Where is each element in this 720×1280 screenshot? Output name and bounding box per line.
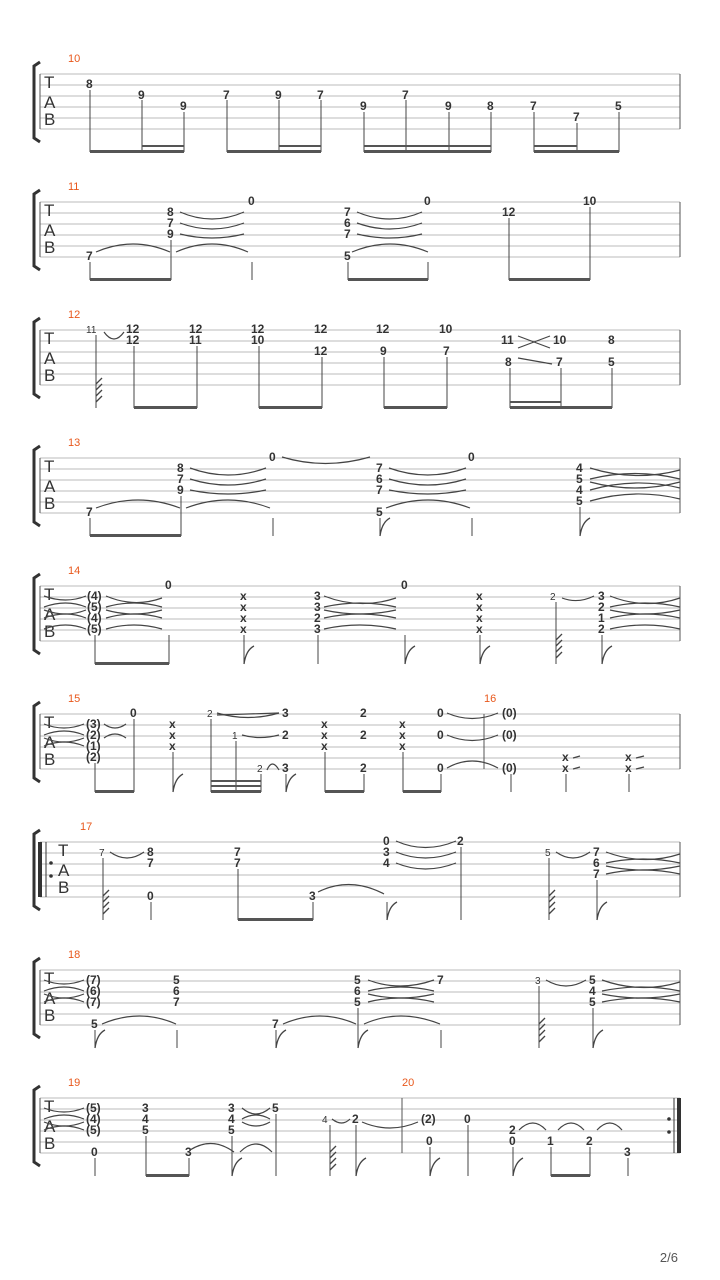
beams	[134, 401, 612, 409]
fret-note: (3)	[86, 717, 101, 731]
fret-note: 8	[167, 205, 174, 219]
fret-note: 0	[437, 706, 444, 720]
fret-note: 2	[457, 834, 464, 848]
fret-note: x	[169, 739, 176, 753]
fret-note: (6)	[86, 984, 101, 998]
fret-note: 5	[615, 99, 622, 113]
tab-label-t: T	[44, 329, 55, 348]
fret-note: 5	[173, 973, 180, 987]
fret-note: 0	[147, 889, 154, 903]
tab-label-t: T	[58, 841, 69, 860]
tab-label-t: T	[44, 969, 55, 988]
fret-note: 7	[86, 249, 93, 263]
fret-note: 7	[556, 355, 563, 369]
grace-flags	[96, 378, 102, 402]
fret-note: 7	[376, 483, 383, 497]
fret-note: (1)	[86, 739, 101, 753]
stems	[96, 335, 612, 408]
fret-note: 2	[360, 728, 367, 742]
fret-note: (4)	[87, 611, 102, 625]
fret-note: 2	[598, 622, 605, 636]
fret-note: 5	[228, 1123, 235, 1137]
fret-note: 9	[380, 344, 387, 358]
fret-note: x	[476, 622, 483, 636]
fret-note: x	[562, 761, 569, 775]
fret-note: 5	[589, 995, 596, 1009]
fret-note: 7	[86, 505, 93, 519]
fret-note: 5	[354, 995, 361, 1009]
fret-note: 7	[376, 461, 383, 475]
flags	[173, 774, 296, 792]
fret-note: 12	[314, 344, 328, 358]
fret-note: 7	[177, 472, 184, 486]
fret-note: (7)	[86, 995, 101, 1009]
fret-note: 10	[251, 333, 265, 347]
fret-note: (5)	[87, 600, 102, 614]
fret-numbers	[86, 1101, 631, 1159]
fret-note: 0	[424, 194, 431, 208]
fret-note: 12	[126, 322, 140, 336]
fret-note: (5)	[87, 622, 102, 636]
flags	[244, 634, 612, 664]
fret-note: 10	[553, 333, 567, 347]
tab-label-a: A	[44, 605, 56, 624]
fret-note: 7	[593, 867, 600, 881]
fret-note: 0	[165, 578, 172, 592]
fret-numbers	[87, 578, 605, 636]
fret-note: 6	[173, 984, 180, 998]
fret-numbers	[99, 834, 600, 903]
beams	[238, 918, 313, 921]
fret-note: 7	[437, 973, 444, 987]
fret-note: 9	[167, 227, 174, 241]
fret-note: 3	[309, 889, 316, 903]
fret-note: 7	[443, 344, 450, 358]
tab-label-b: B	[44, 622, 56, 641]
tab-label-t: T	[44, 73, 55, 92]
fret-note: x	[399, 717, 406, 731]
fret-note: x	[476, 589, 483, 603]
fret-note: 5	[376, 505, 383, 519]
grace-note: 2	[257, 764, 263, 775]
fret-note: 5	[576, 494, 583, 508]
fret-note: 0	[437, 761, 444, 775]
tab-label-a: A	[44, 93, 56, 112]
tab-label-t: T	[44, 713, 55, 732]
fret-note: x	[399, 739, 406, 753]
fret-note: 3	[383, 845, 390, 859]
fret-numbers	[86, 77, 622, 124]
fret-note: 2	[282, 728, 289, 742]
fret-note: x	[321, 728, 328, 742]
system-5	[34, 565, 680, 665]
fret-note: x	[240, 622, 247, 636]
fret-note: x	[169, 728, 176, 742]
fret-note: 8	[608, 333, 615, 347]
fret-note: 2	[360, 706, 367, 720]
ties	[106, 596, 680, 629]
slurs	[104, 332, 552, 364]
tab-label-a: A	[44, 989, 56, 1008]
tab-label-a: A	[44, 1117, 56, 1136]
fret-note: 3	[282, 761, 289, 775]
repeat-start	[38, 842, 53, 897]
tab-label-t: T	[44, 457, 55, 476]
fret-note: 9	[177, 483, 184, 497]
fret-note: 7	[344, 205, 351, 219]
fret-note: 7	[272, 1017, 279, 1031]
measure-number: 17	[80, 821, 93, 833]
fret-note: 5	[589, 973, 596, 987]
fret-note: 4	[228, 1112, 235, 1126]
fret-note: 7	[234, 845, 241, 859]
fret-note: 9	[138, 88, 145, 102]
fret-note: 7	[402, 88, 409, 102]
system-1	[34, 53, 680, 153]
beams	[95, 662, 169, 665]
fret-note: 2	[598, 600, 605, 614]
fret-note: (7)	[86, 973, 101, 987]
fret-note: x	[476, 600, 483, 614]
tab-label-a: A	[44, 349, 56, 368]
fret-note: 4	[383, 856, 390, 870]
fret-note: x	[562, 750, 569, 764]
fret-note: 4	[576, 483, 583, 497]
fret-note: 2	[360, 761, 367, 775]
fret-note: 8	[505, 355, 512, 369]
page-number: 2/6	[659, 1250, 678, 1265]
fret-note: 2	[586, 1134, 593, 1148]
fret-note: (5)	[86, 1101, 101, 1115]
fret-note: 3	[598, 589, 605, 603]
tab-label-t: T	[44, 585, 55, 604]
flags	[380, 518, 590, 536]
fret-note: 0	[437, 728, 444, 742]
fret-note: 0	[401, 578, 408, 592]
system-8	[34, 949, 680, 1048]
tab-label-b: B	[44, 366, 56, 385]
fret-note: 4	[589, 984, 596, 998]
fret-note: x	[625, 761, 632, 775]
beams	[90, 278, 590, 281]
ties	[190, 1108, 622, 1152]
fret-note: 12	[251, 322, 265, 336]
fret-note: 9	[180, 99, 187, 113]
fret-note: 11	[501, 333, 514, 347]
measure-number: 16	[484, 693, 497, 705]
fret-note: 0	[130, 706, 137, 720]
fret-note: 3	[314, 622, 321, 636]
fret-note: (4)	[87, 589, 102, 603]
grace-note: 5	[545, 848, 551, 859]
fret-note: 0	[464, 1112, 471, 1126]
fret-note: 7	[234, 856, 241, 870]
fret-note: 3	[282, 706, 289, 720]
grace-note: 1	[232, 731, 238, 742]
fret-note: 5	[576, 472, 583, 486]
grace-note: 7	[99, 848, 105, 859]
fret-note: 8	[487, 99, 494, 113]
tab-label-a: A	[44, 221, 56, 240]
fret-note: 9	[445, 99, 452, 113]
measure-number: 10	[68, 53, 81, 65]
stems	[95, 602, 602, 664]
fret-note: 0	[468, 450, 475, 464]
beams	[146, 1174, 590, 1177]
fret-note: 0	[509, 1134, 516, 1148]
fret-note: x	[476, 611, 483, 625]
flags	[103, 890, 607, 920]
fret-note: 10	[583, 194, 597, 208]
measure-number: 15	[68, 693, 81, 705]
fret-note: 7	[593, 845, 600, 859]
fret-note: 6	[376, 472, 383, 486]
tab-label-b: B	[58, 878, 70, 897]
fret-note: 5	[91, 1017, 98, 1031]
system-7	[34, 821, 680, 921]
fret-note: 12	[314, 322, 328, 336]
fret-note: 7	[344, 227, 351, 241]
fret-note: 12	[189, 322, 203, 336]
fret-note: 7	[530, 99, 537, 113]
fret-note: 5	[344, 249, 351, 263]
measure-number: 13	[68, 437, 81, 449]
measure-number: 18	[68, 949, 81, 961]
fret-note: x	[240, 600, 247, 614]
fret-note: (0)	[502, 761, 517, 775]
fret-numbers	[86, 706, 632, 775]
fret-note: 1	[547, 1134, 554, 1148]
fret-note: 0	[383, 834, 390, 848]
fret-note: 0	[269, 450, 276, 464]
fret-note: 12	[126, 333, 140, 347]
fret-note: 12	[502, 205, 516, 219]
tab-label-a: A	[44, 477, 56, 496]
stems	[90, 90, 619, 152]
system-9	[34, 1077, 681, 1177]
fret-numbers	[86, 322, 615, 369]
fret-note: 6	[344, 216, 351, 230]
fret-note: 3	[185, 1145, 192, 1159]
fret-note: x	[240, 611, 247, 625]
fret-note: 3	[314, 600, 321, 614]
fret-note: (4)	[86, 1112, 101, 1126]
tab-label-b: B	[44, 494, 56, 513]
fret-note: x	[399, 728, 406, 742]
fret-note: (2)	[86, 728, 101, 742]
beams	[90, 145, 619, 153]
fret-note: 2	[509, 1123, 516, 1137]
fret-note: 5	[608, 355, 615, 369]
fret-note: x	[321, 717, 328, 731]
stems	[103, 847, 597, 920]
measure-number: 14	[68, 565, 81, 577]
fret-numbers	[86, 973, 596, 1031]
fret-note: x	[321, 739, 328, 753]
grace-note: 11	[86, 325, 97, 336]
fret-note: x	[240, 589, 247, 603]
fret-note: 3	[624, 1145, 631, 1159]
stems	[95, 986, 593, 1048]
fret-note: (5)	[86, 1123, 101, 1137]
tab-label-b: B	[44, 238, 56, 257]
fret-note: 7	[167, 216, 174, 230]
measure-number: 19	[68, 1077, 81, 1089]
fret-note: x	[169, 717, 176, 731]
fret-note: 8	[177, 461, 184, 475]
fret-note: 7	[147, 856, 154, 870]
fret-note: (2)	[421, 1112, 436, 1126]
grace-note: 3	[535, 976, 541, 987]
system-4	[34, 437, 680, 537]
measure-number: 11	[68, 181, 80, 193]
system-2	[34, 181, 680, 281]
grace-note: 2	[207, 709, 213, 720]
tab-label-b: B	[44, 1006, 56, 1025]
measure-number: 20	[402, 1077, 415, 1089]
system-3	[34, 309, 680, 409]
fret-note: 12	[376, 322, 390, 336]
tab-label-b: B	[44, 750, 56, 769]
tab-label-t: T	[44, 201, 55, 220]
beams	[95, 780, 441, 793]
fret-note: 3	[228, 1101, 235, 1115]
fret-note: 2	[314, 611, 321, 625]
tab-label-a: A	[44, 733, 56, 752]
beams	[90, 534, 181, 537]
tab-label-a: A	[58, 861, 70, 880]
fret-note: (0)	[502, 728, 517, 742]
fret-note: 7	[573, 110, 580, 124]
fret-note: 11	[189, 333, 202, 347]
tab-label-t: T	[44, 1097, 55, 1116]
fret-note: 6	[593, 856, 600, 870]
fret-note: 9	[275, 88, 282, 102]
fret-note: 10	[439, 322, 453, 336]
fret-note: (2)	[86, 750, 101, 764]
fret-numbers	[86, 194, 597, 263]
fret-note: 5	[272, 1101, 279, 1115]
fret-note: x	[625, 750, 632, 764]
fret-note: (0)	[502, 706, 517, 720]
fret-note: 7	[173, 995, 180, 1009]
fret-note: 0	[426, 1134, 433, 1148]
fret-note: 7	[317, 88, 324, 102]
fret-note: 0	[248, 194, 255, 208]
grace-note: 4	[322, 1115, 328, 1126]
fret-note: 6	[354, 984, 361, 998]
tab-label-b: B	[44, 1134, 56, 1153]
measure-number: 12	[68, 309, 81, 321]
fret-note: 3	[142, 1101, 149, 1115]
fret-numbers	[86, 450, 583, 519]
system-6	[34, 693, 680, 793]
fret-note: 5	[354, 973, 361, 987]
fret-note: 4	[142, 1112, 149, 1126]
fret-note: 8	[147, 845, 154, 859]
fret-note: 3	[314, 589, 321, 603]
repeat-end	[667, 1098, 681, 1153]
fret-note: 8	[86, 77, 93, 91]
fret-note: 0	[91, 1145, 98, 1159]
fret-note: 9	[360, 99, 367, 113]
fret-note: 2	[352, 1112, 359, 1126]
ties-in	[44, 724, 126, 746]
fret-note: 4	[576, 461, 583, 475]
fret-note: 7	[223, 88, 230, 102]
fret-note: 1	[598, 611, 605, 625]
tab-label-b: B	[44, 110, 56, 129]
fret-note: 5	[142, 1123, 149, 1137]
grace-note: 2	[550, 592, 556, 603]
